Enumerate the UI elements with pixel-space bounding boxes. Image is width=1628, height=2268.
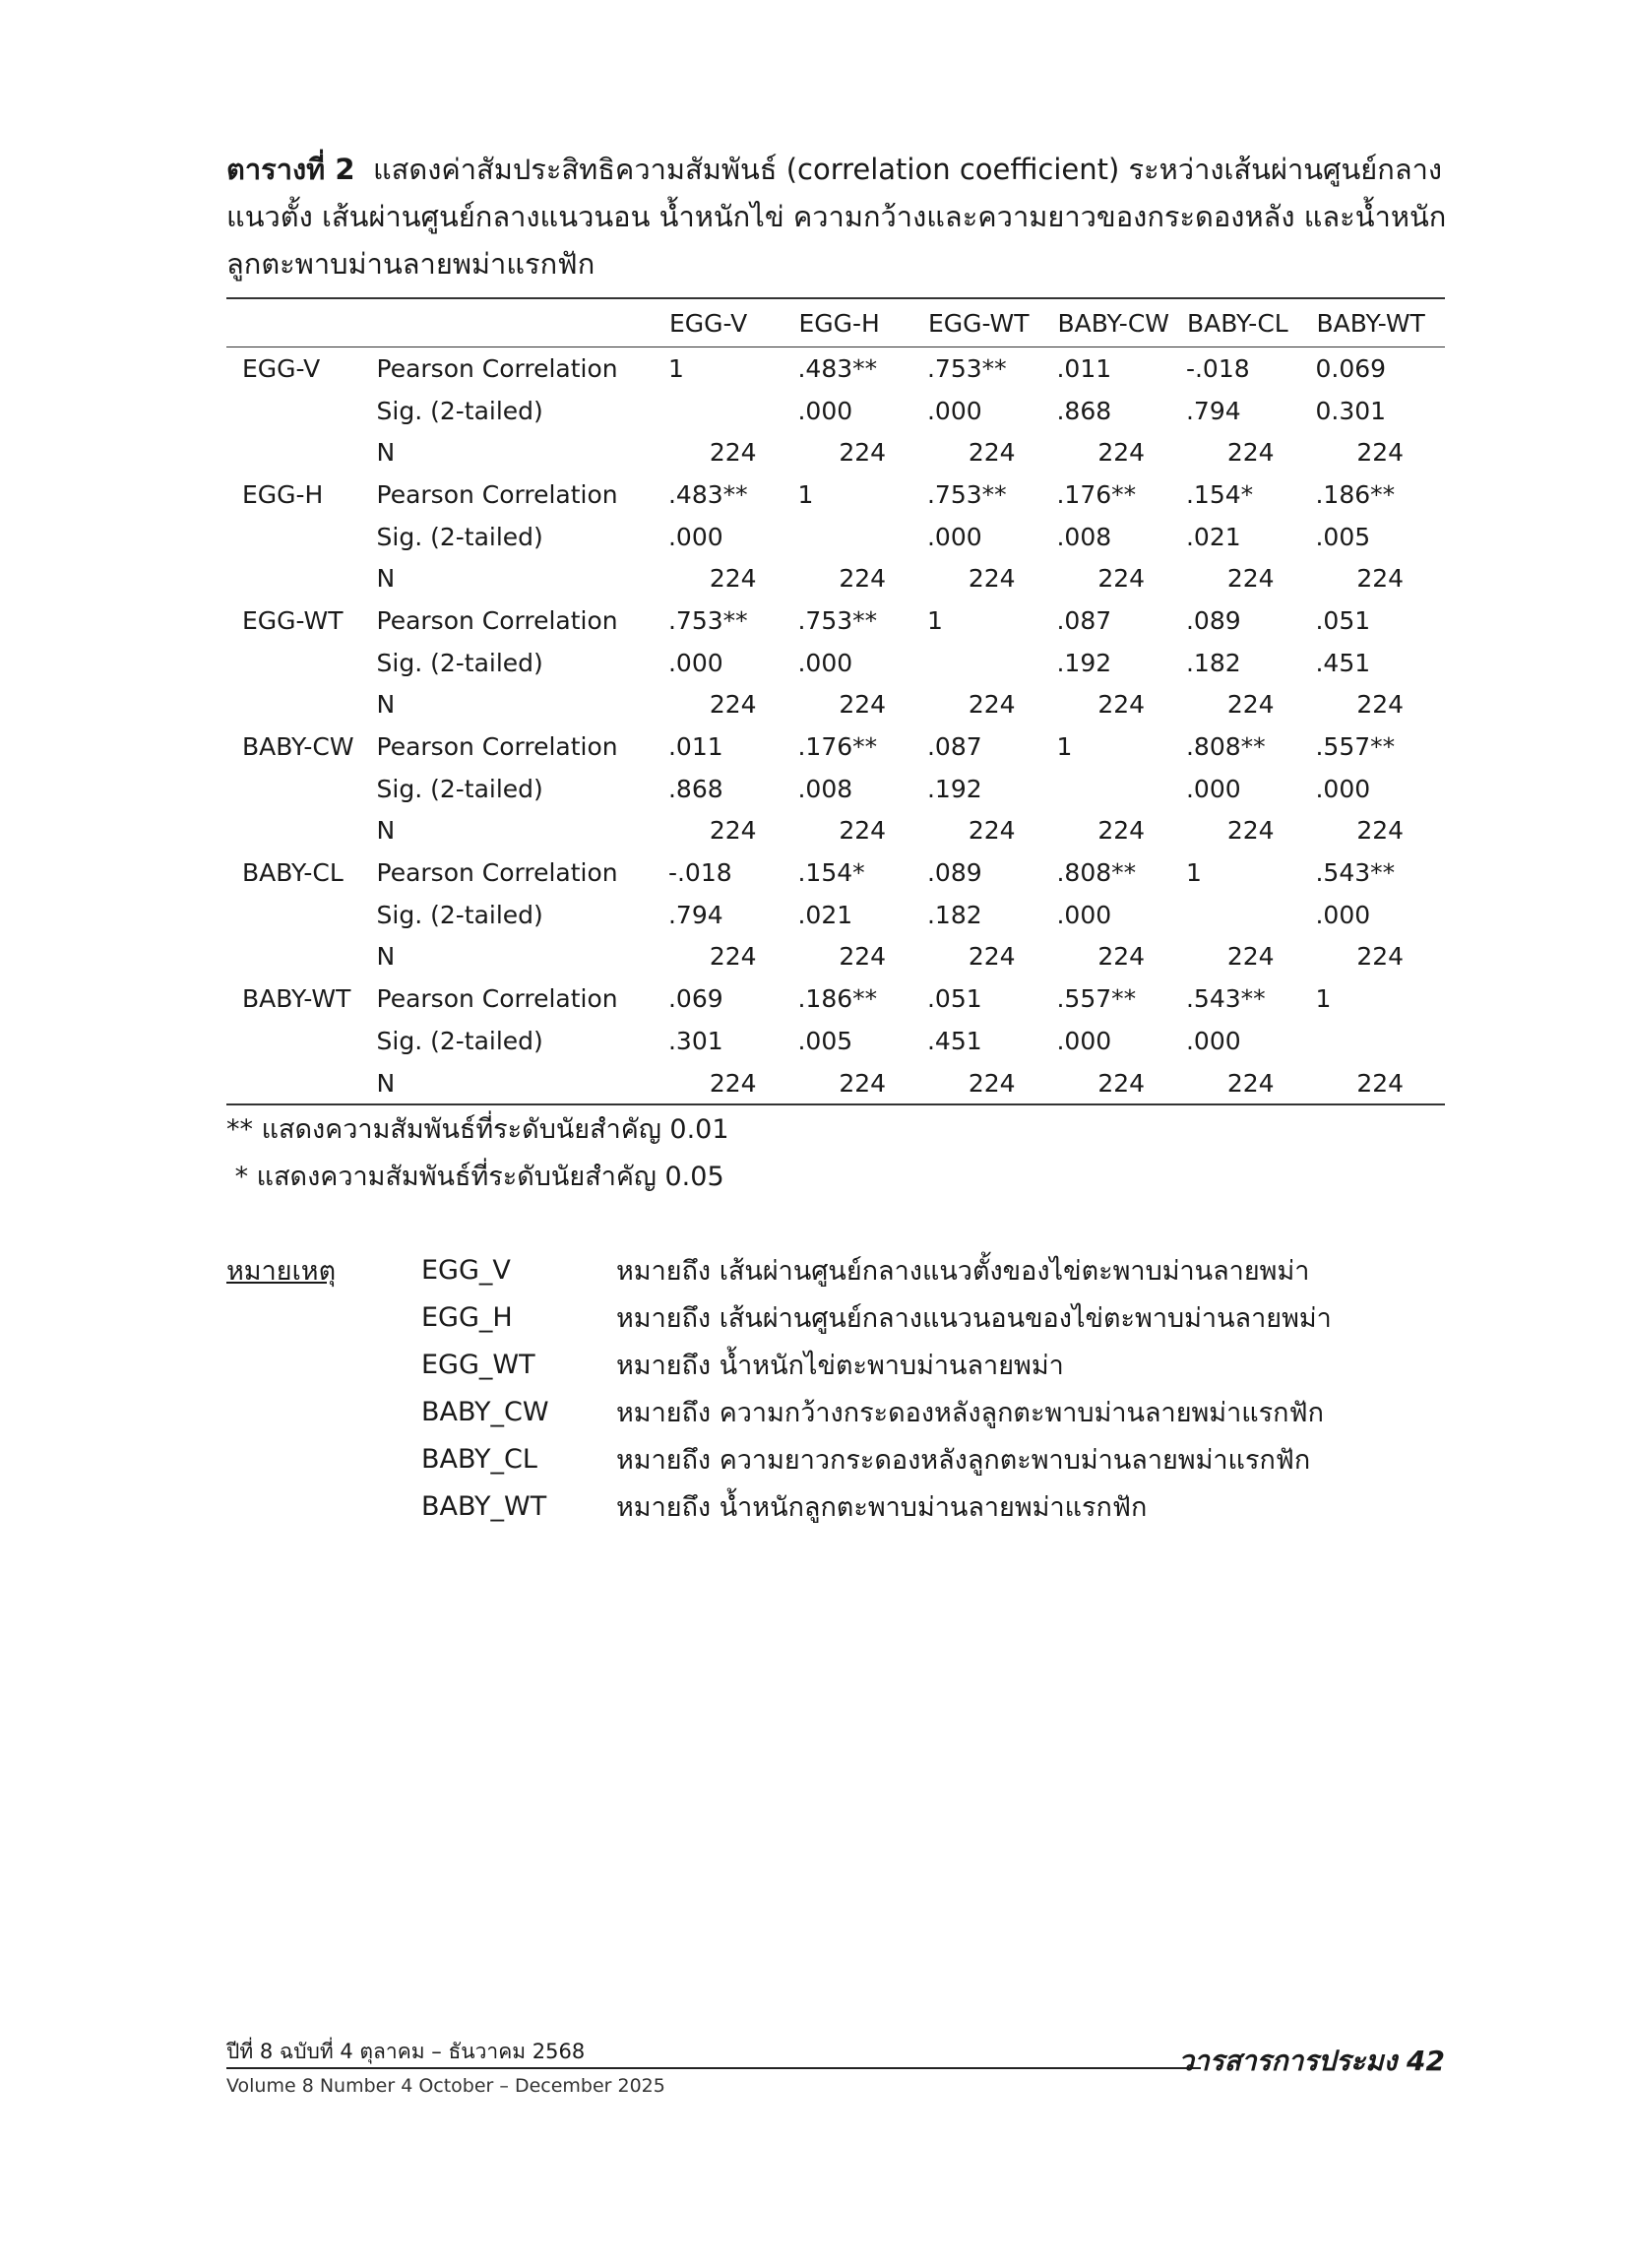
- cell-value: .051: [1315, 605, 1371, 635]
- row-statistic: N: [376, 1068, 396, 1098]
- legend-row: [226, 1435, 1332, 1482]
- footer-issue-thai: ปีที่ 8 ฉบับที่ 4 ตุลาคม – ธันวาคม 2568: [226, 2040, 586, 2063]
- cell-value: 224: [968, 816, 1016, 846]
- cell-value: .087: [1056, 605, 1112, 635]
- row-statistic: Pearson Correlation: [376, 479, 618, 509]
- cell-value: .005: [1315, 522, 1371, 551]
- cell-value: .000: [1315, 900, 1371, 929]
- cell-value: .000: [797, 396, 853, 425]
- row-statistic: Sig. (2-tailed): [376, 774, 543, 803]
- cell-value: [1186, 894, 1316, 936]
- legend-row: [226, 1293, 1332, 1341]
- legend-code: EGG_V: [421, 1254, 511, 1286]
- table-caption: [226, 146, 1447, 287]
- cell-value: 224: [968, 438, 1016, 468]
- legend-row: [226, 1341, 1332, 1388]
- cell-value: .483**: [667, 479, 748, 509]
- cell-value: .176**: [1056, 479, 1137, 509]
- cell-value: 224: [1356, 690, 1405, 720]
- cell-value: -.018: [1185, 353, 1250, 383]
- cell-value: 1: [926, 605, 943, 635]
- row-statistic: Sig. (2-tailed): [376, 396, 543, 425]
- cell-value: .186**: [797, 984, 878, 1014]
- cell-value: .087: [926, 732, 982, 762]
- row-statistic: Sig. (2-tailed): [376, 1026, 543, 1055]
- cell-value: .808**: [1185, 732, 1266, 762]
- legend-code: EGG_H: [421, 1301, 513, 1333]
- cell-value: .000: [1056, 900, 1112, 929]
- cell-value: 224: [1097, 438, 1146, 468]
- cell-value: .753**: [926, 479, 1007, 509]
- row-variable: [226, 768, 377, 810]
- row-variable: [226, 516, 377, 558]
- legend-desc: หมายถึง ความกว้างกระดองหลังลูกตะพาบม่านลายพม่าแรกฟัก: [616, 1397, 1324, 1428]
- cell-value: .000: [926, 522, 982, 551]
- cell-value: .000: [1315, 774, 1371, 803]
- cell-value: [668, 390, 798, 432]
- cell-value: 224: [1226, 690, 1275, 720]
- cell-value: .794: [1185, 396, 1241, 425]
- legend-desc: หมายถึง เส้นผ่านศูนย์กลางแนวตั้งของไข่ตะพาบม่านลายพม่า: [616, 1255, 1310, 1287]
- cell-value: 224: [1226, 816, 1275, 846]
- footer-rule: [226, 2067, 1201, 2069]
- row-statistic: Pearson Correlation: [376, 732, 618, 762]
- cell-value: 224: [1226, 564, 1275, 594]
- row-variable: [226, 557, 377, 599]
- column-header: BABY-WT: [1316, 308, 1425, 338]
- legend-row: [226, 1246, 1332, 1293]
- cell-value: .451: [926, 1026, 982, 1055]
- row-statistic: N: [376, 690, 396, 720]
- cell-value: 0.069: [1315, 353, 1387, 383]
- cell-value: .021: [797, 900, 853, 929]
- cell-value: [927, 642, 1057, 684]
- legend-desc: หมายถึง ความยาวกระดองหลังลูกตะพาบม่านลายพม่าแรกฟัก: [616, 1444, 1311, 1476]
- row-statistic: N: [376, 438, 396, 468]
- table-row: [226, 347, 1445, 390]
- cell-value: .192: [926, 774, 982, 803]
- cell-value: 224: [839, 816, 887, 846]
- row-statistic: Sig. (2-tailed): [376, 900, 543, 929]
- row-variable: [226, 1062, 377, 1105]
- column-header: BABY-CW: [1057, 308, 1170, 338]
- table-row: [226, 516, 1445, 558]
- cell-value: .000: [667, 522, 723, 551]
- cell-value: .192: [1056, 648, 1112, 677]
- cell-value: 224: [709, 1068, 757, 1098]
- cell-value: .868: [667, 774, 723, 803]
- row-variable: BABY-WT: [242, 984, 351, 1014]
- cell-value: 224: [1356, 816, 1405, 846]
- legend-desc: หมายถึง เส้นผ่านศูนย์กลางแนวนอนของไข่ตะพาบม่านลายพม่า: [616, 1302, 1332, 1334]
- table-row: [226, 851, 1445, 894]
- cell-value: .000: [1056, 1026, 1112, 1055]
- row-statistic: Sig. (2-tailed): [376, 648, 543, 677]
- row-variable: [226, 894, 377, 936]
- column-header: EGG-V: [668, 308, 748, 338]
- row-variable: [226, 1020, 377, 1062]
- cell-value: 224: [839, 564, 887, 594]
- cell-value: .176**: [797, 732, 878, 762]
- cell-value: 224: [1226, 1068, 1275, 1098]
- cell-value: .451: [1315, 648, 1371, 677]
- cell-value: 224: [1226, 942, 1275, 972]
- footer-issue-english: Volume 8 Number 4 October – December 2025: [226, 2075, 665, 2097]
- table-row: [226, 936, 1445, 978]
- row-variable: BABY-CW: [242, 732, 354, 762]
- cell-value: 224: [709, 942, 757, 972]
- row-variable: [226, 936, 377, 978]
- cell-value: 224: [1356, 438, 1405, 468]
- table-row: [226, 684, 1445, 726]
- table-row: [226, 894, 1445, 936]
- table-row: [226, 810, 1445, 852]
- row-statistic: Pearson Correlation: [376, 353, 618, 383]
- cell-value: 1: [1056, 732, 1073, 762]
- cell-value: .011: [1056, 353, 1112, 383]
- cell-value: .005: [797, 1026, 853, 1055]
- cell-value: .186**: [1315, 479, 1396, 509]
- cell-value: 1: [667, 353, 684, 383]
- cell-value: .051: [926, 984, 982, 1014]
- legend-code: BABY_WT: [421, 1490, 547, 1522]
- cell-value: 224: [968, 942, 1016, 972]
- table-row: [226, 390, 1445, 432]
- cell-value: 224: [1097, 1068, 1146, 1098]
- cell-value: .753**: [926, 353, 1007, 383]
- cell-value: 224: [839, 438, 887, 468]
- cell-value: [1315, 1020, 1445, 1062]
- caption-text: แสดงค่าสัมประสิทธิความสัมพันธ์ (correlation coefficient) ระหว่างเส้นผ่านศูนย์กลางแนวตั้ง เส้นผ่านศูนย์กลางแนวนอน น้ำหนักไข่ ความกว้างและความยาวของกระดองหลัง และน้ำหนักลูกตะพาบม่านลายพม่าแรกฟัก: [226, 153, 1447, 281]
- table-header-row: [226, 298, 1445, 347]
- table-row: [226, 599, 1445, 642]
- row-variable: [226, 810, 377, 852]
- cell-value: -.018: [667, 858, 732, 888]
- cell-value: .543**: [1185, 984, 1266, 1014]
- cell-value: .794: [667, 900, 723, 929]
- cell-value: .154*: [797, 858, 865, 888]
- cell-value: 1: [1315, 984, 1332, 1014]
- column-header: EGG-H: [798, 308, 880, 338]
- row-statistic: N: [376, 816, 396, 846]
- cell-value: .089: [926, 858, 982, 888]
- table-row: [226, 725, 1445, 768]
- cell-value: 224: [709, 438, 757, 468]
- column-header: EGG-WT: [927, 308, 1030, 338]
- table-row: [226, 977, 1445, 1020]
- cell-value: .011: [667, 732, 723, 762]
- cell-value: .000: [1185, 1026, 1241, 1055]
- row-statistic: Sig. (2-tailed): [376, 522, 543, 551]
- cell-value: .154*: [1185, 479, 1254, 509]
- table-row: [226, 1020, 1445, 1062]
- table-body: [226, 347, 1445, 1105]
- row-variable: EGG-WT: [242, 605, 344, 635]
- caption-label: ตารางที่ 2: [226, 153, 355, 186]
- cell-value: .021: [1185, 522, 1241, 551]
- legend-row: [226, 1482, 1332, 1530]
- cell-value: .182: [926, 900, 982, 929]
- cell-value: .008: [797, 774, 853, 803]
- table-row: [226, 473, 1445, 516]
- abbreviation-legend: [226, 1246, 1332, 1530]
- cell-value: 224: [839, 942, 887, 972]
- row-variable: EGG-H: [242, 479, 324, 509]
- legend-desc: หมายถึง น้ำหนักไข่ตะพาบม่านลายพม่า: [616, 1350, 1064, 1381]
- row-variable: BABY-CL: [242, 858, 344, 888]
- cell-value: .753**: [797, 605, 878, 635]
- row-statistic: N: [376, 564, 396, 594]
- cell-value: .753**: [667, 605, 748, 635]
- table-row: [226, 768, 1445, 810]
- significance-notes: [226, 1106, 729, 1201]
- cell-value: .000: [926, 396, 982, 425]
- cell-value: .543**: [1315, 858, 1396, 888]
- cell-value: 224: [1097, 816, 1146, 846]
- cell-value: 1: [1185, 858, 1202, 888]
- row-statistic: Pearson Correlation: [376, 605, 618, 635]
- column-header: BABY-CL: [1186, 308, 1288, 338]
- table-row: [226, 557, 1445, 599]
- cell-value: 224: [1226, 438, 1275, 468]
- legend-desc: หมายถึง น้ำหนักลูกตะพาบม่านลายพม่าแรกฟัก: [616, 1491, 1148, 1523]
- cell-value: .000: [797, 648, 853, 677]
- cell-value: .089: [1185, 605, 1241, 635]
- cell-value: 1: [797, 479, 814, 509]
- cell-value: 224: [839, 690, 887, 720]
- legend-label: หมายเหตุ: [226, 1255, 337, 1287]
- cell-value: .557**: [1315, 732, 1396, 762]
- cell-value: 224: [1097, 942, 1146, 972]
- row-variable: [226, 642, 377, 684]
- table-row: [226, 431, 1445, 473]
- cell-value: .301: [667, 1026, 723, 1055]
- note-001: ** แสดงความสัมพันธ์ที่ระดับนัยสำคัญ 0.01: [226, 1114, 729, 1145]
- row-statistic: N: [376, 942, 396, 972]
- legend-code: EGG_WT: [421, 1349, 535, 1380]
- cell-value: 0.301: [1315, 396, 1387, 425]
- cell-value: .008: [1056, 522, 1112, 551]
- cell-value: 224: [1356, 942, 1405, 972]
- legend-code: BABY_CL: [421, 1443, 537, 1475]
- row-statistic: Pearson Correlation: [376, 984, 618, 1014]
- cell-value: 224: [968, 690, 1016, 720]
- cell-value: 224: [839, 1068, 887, 1098]
- table-row: [226, 1062, 1445, 1105]
- correlation-table: [226, 297, 1445, 1105]
- cell-value: .868: [1056, 396, 1112, 425]
- cell-value: 224: [709, 816, 757, 846]
- cell-value: [797, 516, 927, 558]
- cell-value: 224: [709, 564, 757, 594]
- note-005: * แสดงความสัมพันธ์ที่ระดับนัยสำคัญ 0.05: [226, 1162, 724, 1192]
- legend-code: BABY_CW: [421, 1396, 549, 1427]
- cell-value: 224: [709, 690, 757, 720]
- cell-value: .000: [667, 648, 723, 677]
- cell-value: .000: [1185, 774, 1241, 803]
- cell-value: [1056, 768, 1186, 810]
- cell-value: .557**: [1056, 984, 1137, 1014]
- legend-row: [226, 1388, 1332, 1435]
- cell-value: .483**: [797, 353, 878, 383]
- row-variable: [226, 684, 377, 726]
- table-row: [226, 642, 1445, 684]
- row-variable: [226, 390, 377, 432]
- cell-value: .808**: [1056, 858, 1137, 888]
- row-statistic: Pearson Correlation: [376, 858, 618, 888]
- cell-value: .069: [667, 984, 723, 1014]
- footer-journal-page: วารสารการประมง 42: [1178, 2045, 1445, 2077]
- cell-value: 224: [1097, 564, 1146, 594]
- cell-value: 224: [968, 1068, 1016, 1098]
- cell-value: 224: [1356, 1068, 1405, 1098]
- cell-value: .182: [1185, 648, 1241, 677]
- cell-value: 224: [968, 564, 1016, 594]
- cell-value: 224: [1097, 690, 1146, 720]
- row-variable: [226, 431, 377, 473]
- cell-value: 224: [1356, 564, 1405, 594]
- row-variable: EGG-V: [242, 353, 321, 383]
